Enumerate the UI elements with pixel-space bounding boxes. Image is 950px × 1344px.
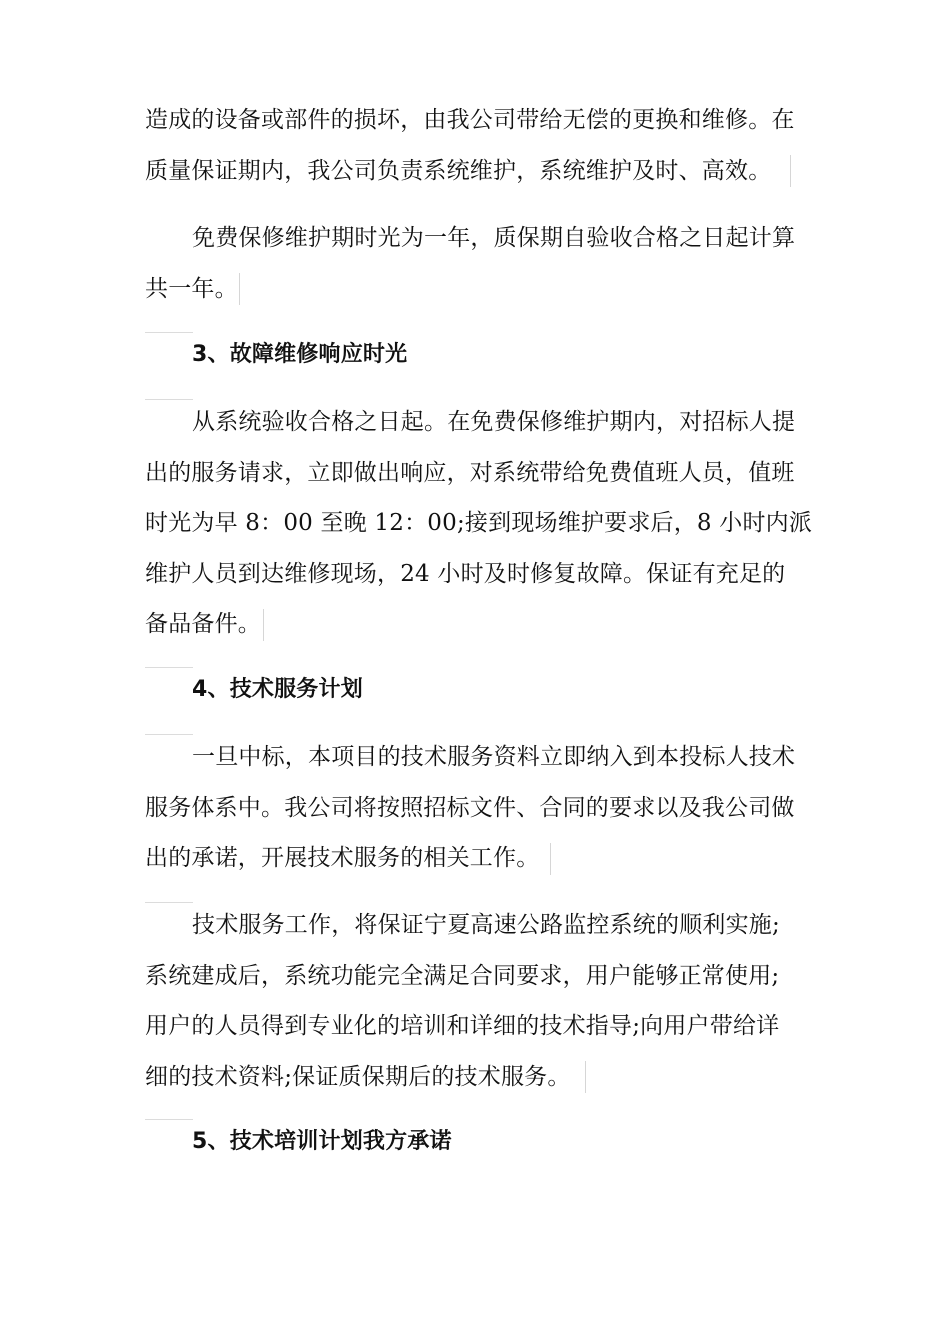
guide-mark [790,155,791,187]
text-line: 造成的设备或部件的损坏，由我公司带给无偿的更换和维修。在 [145,107,795,133]
section-heading-4 [145,665,825,716]
paragraph-fault-response [145,397,825,650]
text-line: 维护人员到达维修现场，24 小时及时修复故障。保证有充足的 [145,560,786,587]
text-line: 系统建成后，系统功能完全满足合同要求，用户能够正常使用; [145,962,780,989]
text-line: 免费保修维护期时光为一年，质保期自验收合格之日起计算 [192,225,796,251]
text-line: 细的技术资料;保证质保期后的技术服务。 [145,1063,571,1090]
text-line: 出的承诺，开展技术服务的相关工作。 [145,845,540,871]
heading-tech-service-plan: 4、技术服务计划 [192,677,363,702]
text-line: 服务体系中。我公司将按照招标文件、合同的要求以及我公司做 [145,794,795,821]
text-line: 质量保证期内，我公司负责系统维护，系统维护及时、高效。 [145,157,772,184]
guide-mark [550,843,551,875]
paragraph-warranty-continuation [145,95,825,196]
text-line: 时光为早 8：00 至晚 12：00;接到现场维护要求后，8 小时内派 [145,510,813,536]
guide-mark [239,273,240,305]
section-heading-3 [145,330,825,381]
text-line: 用户的人员得到专业化的培训和详细的技术指导;向用户带给详 [145,1013,780,1039]
text-line: 备品备件。 [145,611,261,637]
section-heading-5 [145,1117,825,1168]
text-line: 从系统验收合格之日起。在免费保修维护期内，对招标人提 [192,409,796,435]
text-line: 共一年。 [145,275,238,302]
text-line: 技术服务工作，将保证宁夏高速公路监控系统的顺利实施; [192,912,780,938]
paragraph-free-maintenance [145,213,825,314]
guide-mark [585,1061,586,1093]
guide-mark [263,609,264,641]
text-line: 一旦中标，本项目的技术服务资料立即纳入到本投标人技术 [192,744,796,770]
paragraph-tech-service [145,732,825,884]
paragraph-tech-service-goals [145,900,825,1102]
heading-fault-response: 3、故障维修响应时光 [192,342,408,367]
text-line: 出的服务请求，立即做出响应，对系统带给免费值班人员，值班 [145,459,795,486]
heading-training-plan: 5、技术培训计划我方承诺 [192,1129,452,1154]
